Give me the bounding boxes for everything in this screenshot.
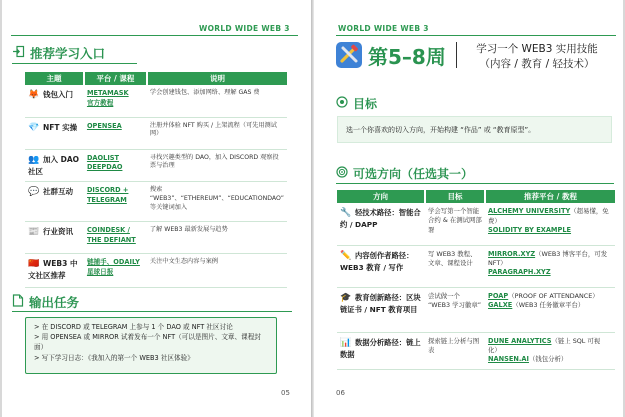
- platform-link[interactable]: SOLIDITY BY EXAMPLE: [488, 225, 572, 234]
- platform-link[interactable]: MIRROR.XYZ: [488, 249, 536, 258]
- bar-chart-icon: 📊: [340, 337, 352, 348]
- row-topic: NFT 实操: [43, 122, 78, 132]
- row-desc: 了解 WEB3 最新发展与趋势: [147, 222, 287, 254]
- section-title-directions: 可选方向（任选其一）: [336, 165, 473, 182]
- subtitle-line-1: 学习一个 WEB3 实用技能: [476, 43, 598, 55]
- document-icon: [12, 294, 24, 310]
- row-topic: 教育创新路径：区块链证书 / NFT 教育项目: [340, 292, 421, 314]
- platform-link[interactable]: DAOLIST: [86, 153, 120, 162]
- task-item: > 在 DISCORD 或 TELEGRAM 上参与 1 个 DAO 或 NFT 社区讨论: [34, 323, 233, 331]
- section-title-learning: 推荐学习入口: [12, 44, 105, 62]
- fox-icon: 🦊: [28, 90, 40, 100]
- left-page: [2, 0, 311, 417]
- row-topic: 轻技术路径：智能合约 / DAPP: [340, 208, 421, 230]
- platform-note: （WEB3 博客平台，可发 NFT）: [488, 249, 608, 268]
- platform-link[interactable]: DUNE ANALYTICS: [488, 336, 552, 345]
- news-icon: 📰: [28, 227, 40, 238]
- pen-icon: ✏️: [340, 250, 352, 261]
- chat-icon: 💬: [28, 187, 40, 198]
- section-title-goal: 目标: [336, 95, 377, 112]
- people-icon: 👥: [28, 154, 40, 165]
- task-item: > 写下学习日志：《我加入的第一个 WEB3 社区体验》: [34, 353, 194, 362]
- week-title: 第5–8周: [368, 45, 446, 69]
- learning-table: [25, 72, 287, 288]
- target-icon: [336, 96, 348, 111]
- section-underline: [336, 183, 614, 184]
- platform-link[interactable]: 官方教程: [86, 98, 114, 107]
- running-header: WORLD WIDE WEB 3: [199, 24, 290, 33]
- row-topic: WEB3 中文社区推荐: [28, 259, 78, 281]
- platform-link[interactable]: 星球日报: [86, 268, 114, 277]
- row-topic: 加入 DAO 社区: [28, 154, 80, 176]
- goal-box: 选一个你喜欢的切入方向，开始构建 “作品” 或 “教育原型”。: [337, 116, 612, 143]
- table-row: [337, 287, 615, 332]
- table-row: [25, 222, 287, 254]
- graduation-cap-icon: 🎓: [340, 292, 352, 303]
- row-desc: 寻找兴趣类型的 DAO，加入 DISCORD 观察投票与治理: [147, 149, 287, 182]
- row-topic: 社群互动: [43, 187, 73, 197]
- wrench-icon: 🔧: [340, 208, 352, 218]
- platform-link[interactable]: TELEGRAM: [86, 196, 127, 205]
- row-goal: 学会写第一个智能合约 & 在测试网部署: [425, 203, 485, 245]
- row-desc: 学会创建钱包、添加网络、理解 GAS 费: [147, 85, 287, 117]
- header-rule: [336, 35, 616, 36]
- row-desc: 关注中文生态内容与案例: [147, 254, 287, 288]
- hammer-wrench-icon: [335, 41, 363, 69]
- platform-link[interactable]: 链捕手、ODAILY: [86, 258, 140, 267]
- platform-link[interactable]: DISCORD +: [86, 186, 129, 195]
- section-underline: [12, 311, 292, 312]
- diamond-icon: 💎: [28, 122, 40, 133]
- login-icon: [12, 45, 25, 61]
- platform-link[interactable]: COINDESK /: [86, 226, 130, 235]
- row-goal: 写 WEB3 教程、文章、课程设计: [425, 245, 485, 287]
- row-goal: 探索链上分析与图表: [425, 332, 485, 369]
- platform-note: （链上 SQL 可视化）: [488, 336, 601, 355]
- header-goal: 目标: [425, 190, 485, 203]
- table-row: [25, 117, 287, 149]
- platform-link[interactable]: NANSEN.AI: [488, 355, 529, 364]
- row-goal: 尝试做一个 “WEB3 学习徽章”: [425, 287, 485, 332]
- task-box: [25, 317, 277, 374]
- header-topic: 主题: [25, 72, 84, 85]
- platform-link[interactable]: DEEPDAO: [86, 163, 123, 172]
- platform-note: （WEB3 任务徽章平台）: [512, 301, 585, 310]
- platform-note: （钱包分析）: [528, 355, 568, 364]
- table-row: [337, 245, 615, 287]
- right-page: [314, 0, 623, 417]
- subtitle-line-2: （内容 / 教育 / 轻技术）: [479, 58, 595, 70]
- directions-table: [337, 190, 615, 370]
- row-desc: 注册并体验 NFT 购买 / 上架流程（可先用测试网）: [147, 117, 287, 149]
- table-row: [337, 203, 615, 245]
- row-topic: 行业资讯: [43, 227, 73, 237]
- platform-link[interactable]: THE DEFIANT: [86, 236, 136, 245]
- header-platform: 平台 / 课程: [84, 72, 147, 85]
- platform-link[interactable]: OPENSEA: [86, 121, 122, 130]
- table-row: [25, 149, 287, 182]
- title-divider: [456, 42, 457, 68]
- table-row: [25, 182, 287, 222]
- header-direction: 方向: [337, 190, 425, 203]
- table-header-row: [25, 72, 287, 85]
- row-topic: 数据分析路径：链上数据: [340, 337, 421, 359]
- row-topic: 钱包入门: [43, 90, 73, 99]
- section-underline: [12, 63, 137, 64]
- section-title-output: 输出任务: [12, 293, 79, 311]
- table-header-row: [337, 190, 615, 203]
- header-desc: 说明: [147, 72, 287, 85]
- platform-link[interactable]: ALCHEMY UNIVERSITY: [488, 207, 571, 215]
- table-row: [337, 332, 615, 369]
- platform-link[interactable]: GALXE: [488, 301, 513, 310]
- table-row: [25, 254, 287, 288]
- task-item: > 用 OPENSEA 或 MIRROR 试着发布一个 NFT（可以是图片、文章、课程封面）: [34, 333, 261, 352]
- platform-note: （超易懂，免费）: [488, 207, 609, 225]
- platform-link[interactable]: PARAGRAPH.XYZ: [488, 268, 551, 277]
- header-rule: [11, 35, 298, 36]
- platform-link[interactable]: POAP: [488, 291, 509, 300]
- page-number: 06: [336, 389, 345, 397]
- target-icon: [336, 166, 348, 181]
- cn-flag-icon: 🇨🇳: [28, 259, 40, 270]
- page-number: 05: [281, 389, 290, 397]
- platform-link[interactable]: METAMASK: [86, 89, 129, 97]
- table-row: [25, 85, 287, 117]
- running-header: WORLD WIDE WEB 3: [338, 24, 429, 33]
- row-desc: 搜索 “WEB3”、“ETHEREUM”、“EDUCATIONDAO” 等关键词加入: [147, 182, 287, 222]
- row-topic: 内容创作者路径：WEB3 教育 / 写作: [340, 250, 414, 272]
- platform-note: （PROOF OF ATTENDANCE）: [508, 291, 599, 300]
- header-platforms: 推荐平台 / 教程: [485, 190, 615, 203]
